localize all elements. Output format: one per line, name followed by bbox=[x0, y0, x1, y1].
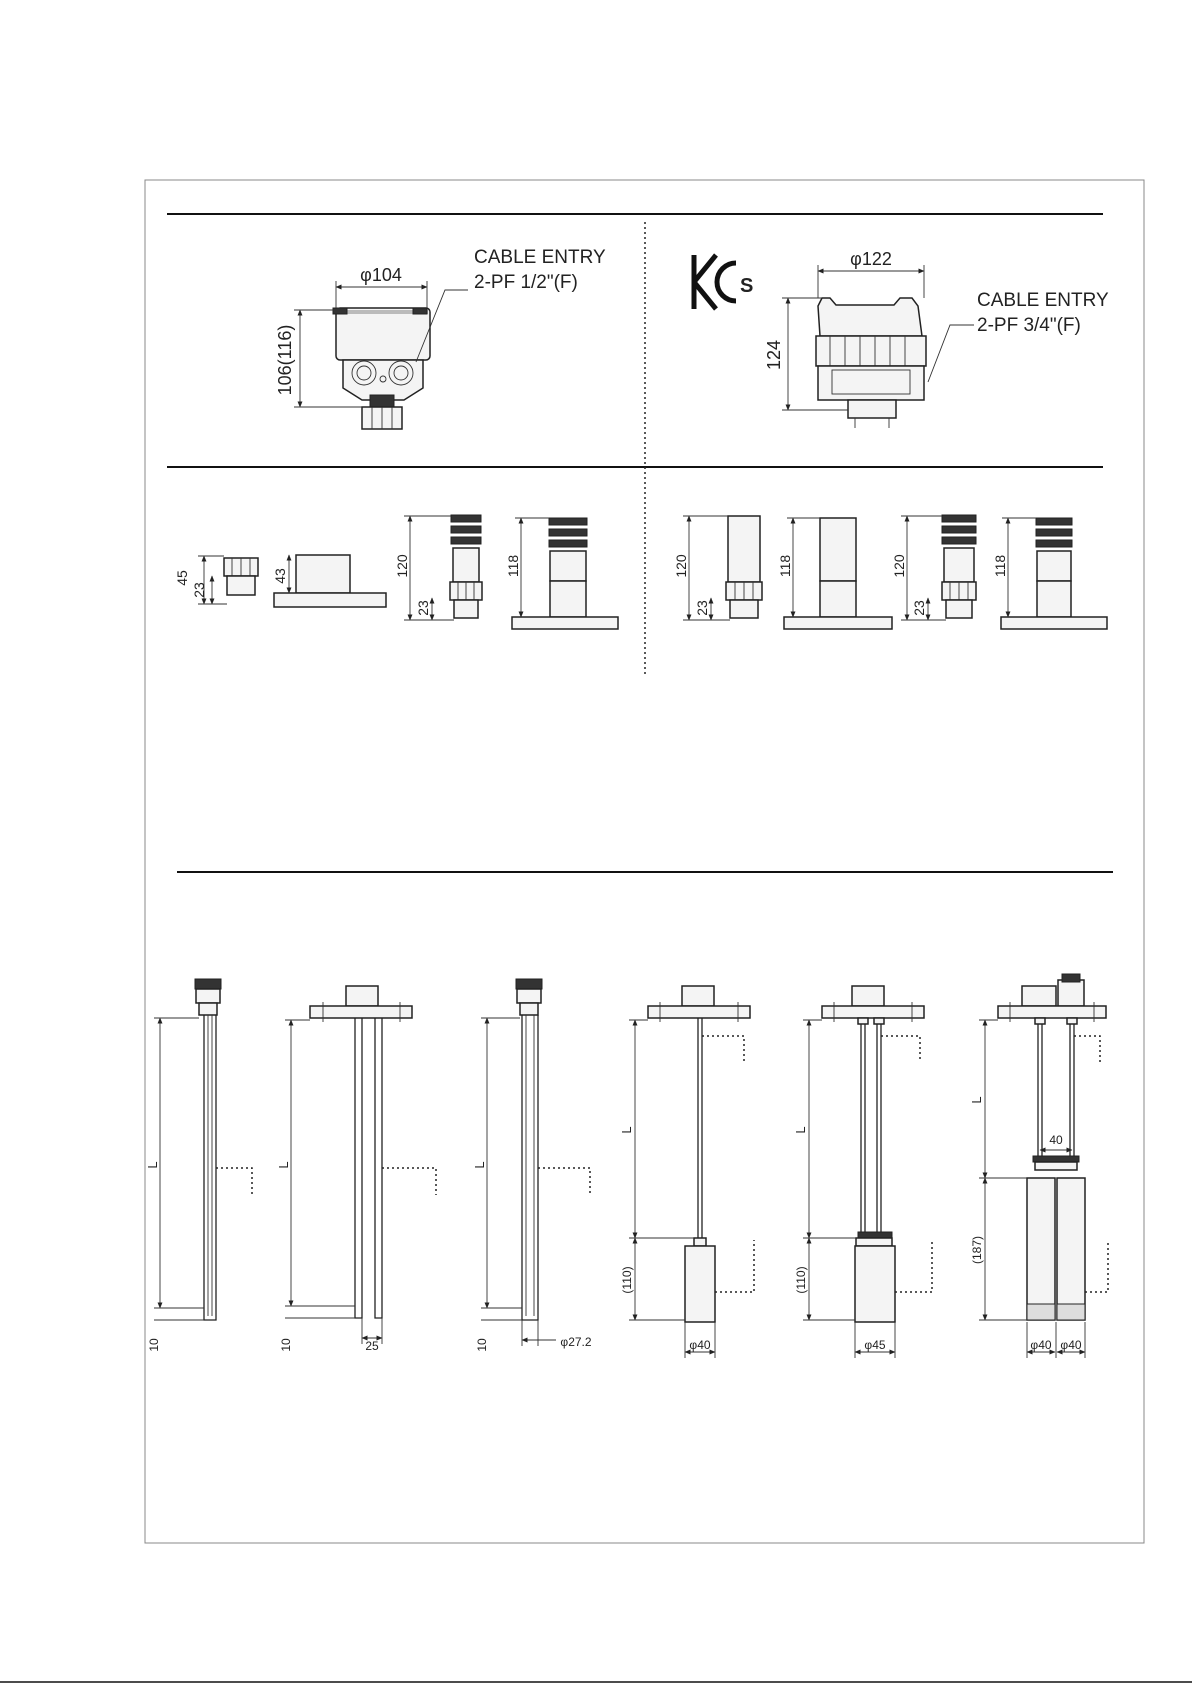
probe-4-diameter: φ40 bbox=[689, 1338, 711, 1352]
probe-3-length: L bbox=[472, 1161, 487, 1169]
probe-2-width: 25 bbox=[365, 1339, 379, 1353]
cable-entry-small-line2: 2-PF 1/2"(F) bbox=[474, 272, 578, 293]
probe-3-bottom: 10 bbox=[475, 1338, 489, 1352]
probe-2-drawing bbox=[310, 986, 436, 1318]
dim-label-118: 118 bbox=[505, 554, 521, 578]
diameter-large-label: φ122 bbox=[850, 249, 892, 269]
mount-flange-finned bbox=[1001, 518, 1107, 629]
dim-label-120: 120 bbox=[394, 554, 410, 578]
probe-4-float-height: (110) bbox=[620, 1266, 634, 1294]
probe-3-diameter: φ27.2 bbox=[560, 1335, 592, 1349]
probe-2-bottom: 10 bbox=[279, 1338, 293, 1352]
dim-label-23: 23 bbox=[911, 600, 927, 616]
cable-entry-large-line1: CABLE ENTRY bbox=[977, 290, 1109, 311]
probe-6-diameter-a: φ40 bbox=[1030, 1338, 1052, 1352]
mount-screw-tall bbox=[450, 515, 482, 618]
dim-label-43: 43 bbox=[272, 568, 288, 584]
kc-mark-icon bbox=[694, 255, 753, 309]
dim-label-23: 23 bbox=[694, 600, 710, 616]
kc-s-glyph: S bbox=[740, 275, 754, 297]
probe-6-length: L bbox=[969, 1096, 984, 1104]
housing-small-drawing bbox=[333, 308, 430, 429]
probe-6-drawing bbox=[998, 974, 1108, 1320]
mount-screw-short bbox=[224, 558, 258, 595]
dim-label-45: 45 bbox=[174, 570, 190, 586]
probe-4-length: L bbox=[619, 1126, 634, 1134]
dim-label-120: 120 bbox=[891, 554, 907, 578]
cable-entry-leader-large bbox=[928, 325, 974, 382]
mount-flange-plain bbox=[784, 518, 892, 629]
probe-1-length: L bbox=[145, 1161, 160, 1169]
probe-6-diameter-b: φ40 bbox=[1060, 1338, 1082, 1352]
mount-screw-finned bbox=[942, 515, 976, 618]
probe-5-drawing bbox=[822, 986, 932, 1322]
probe-1-bottom: 10 bbox=[147, 1338, 161, 1352]
diameter-small-label: φ104 bbox=[360, 265, 402, 285]
probe-4-drawing bbox=[648, 986, 754, 1322]
probe-5-length: L bbox=[793, 1126, 808, 1134]
dim-label-118: 118 bbox=[992, 554, 1008, 578]
probe-1-drawing bbox=[195, 979, 252, 1320]
cable-entry-small-line1: CABLE ENTRY bbox=[474, 247, 606, 268]
probe-5-diameter: φ45 bbox=[864, 1338, 886, 1352]
probe-6-float-height: (187) bbox=[970, 1235, 984, 1265]
dim-label-118: 118 bbox=[777, 554, 793, 578]
probe-2-length: L bbox=[276, 1161, 291, 1169]
probe-6-spacing: 40 bbox=[1049, 1133, 1063, 1147]
height-small-label: 106(116) bbox=[275, 324, 295, 396]
height-large-label: 124 bbox=[764, 339, 784, 371]
dim-label-23: 23 bbox=[191, 582, 207, 598]
probe-5-float-height: (110) bbox=[794, 1266, 808, 1294]
dim-label-23: 23 bbox=[415, 600, 431, 616]
mount-flange-short bbox=[274, 555, 386, 607]
mount-flange-tall bbox=[512, 518, 618, 629]
cable-entry-large-line2: 2-PF 3/4"(F) bbox=[977, 315, 1081, 336]
probe-3-drawing bbox=[516, 979, 590, 1320]
housing-large-drawing bbox=[816, 298, 926, 428]
mount-screw-plain bbox=[726, 516, 762, 618]
dim-label-120: 120 bbox=[673, 554, 689, 578]
